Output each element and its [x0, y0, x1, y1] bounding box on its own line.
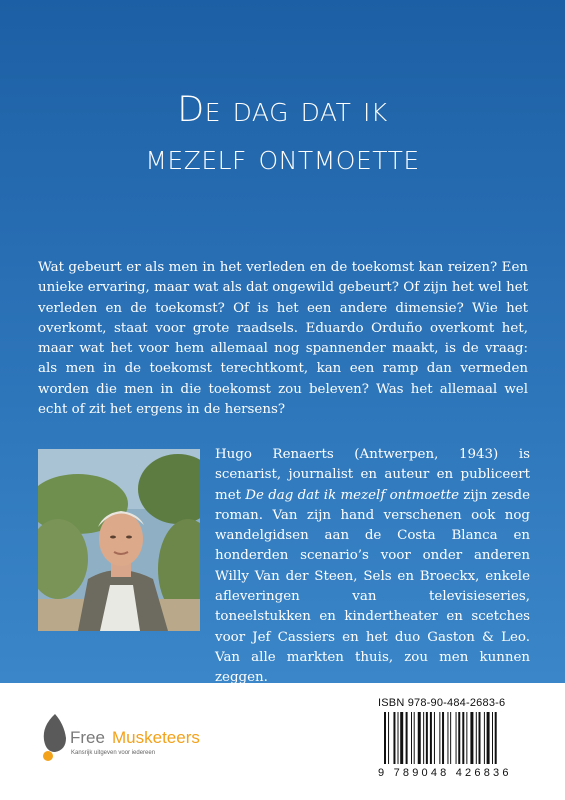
barcode-bar: [487, 712, 490, 764]
ean-digits: 9 789048 426836: [378, 767, 512, 779]
book-title: [0, 86, 565, 182]
barcode-bar: [466, 712, 467, 764]
barcode-bar: [495, 712, 497, 764]
publisher-name-musketeers: Musketeers: [112, 728, 200, 747]
feather-icon: [40, 712, 70, 764]
blurb-text: Wat gebeurt er als men in het verleden en de toekomst kan reizen? Een unieke ervaring, maar wat als dat ongewild gebeurt? Of zijn het wel het verleden en de toekomst? Of is het een andere dimensie? Wie het overkomt, staat voor grote raadsels. Eduardo Orduño overkomt het, maar wat het voor hem allemaal nog spannender maakt, is de vraag: als men in de toekomst terechtkomt, kan een ramp dan vermeden worden die men in die toekomst zou beleven? Was het allemaal wel echt of zit het ergens in de hersens?: [38, 260, 528, 418]
barcode-bar: [388, 712, 389, 764]
barcode-bar: [458, 712, 460, 764]
title-line-2: mezelf ontmoette: [145, 138, 420, 178]
bio-text-1: Hugo Renaerts (Antwerpen, 1943) is scenarist, journalist en auteur en publiceert met: [215, 447, 530, 503]
barcode-bar: [476, 712, 477, 764]
isbn-text: ISBN 978-90-484-2683-6: [378, 697, 506, 709]
title-line-1: De dag dat ik: [177, 90, 388, 130]
publisher-logo: [40, 712, 200, 774]
barcode-bar: [400, 712, 403, 764]
barcode-bar: [492, 712, 493, 764]
barcode-bar: [423, 712, 424, 764]
barcode-bar: [384, 712, 386, 764]
barcode-bar: [442, 712, 444, 764]
barcode-bars: [380, 712, 544, 766]
barcode-bar: [479, 712, 481, 764]
barcode-bar: [426, 712, 428, 764]
barcode-bar: [414, 712, 415, 764]
barcode-bar: [418, 712, 421, 764]
barcode-bar: [456, 712, 457, 764]
barcode-bar: [462, 712, 464, 764]
publisher-name-free: Free: [70, 728, 105, 747]
author-photo: [38, 449, 200, 631]
bio-text-2: zijn zesde roman. Van zijn hand verschenen ook nog wandelgidsen aan de Costa Blanca en honderden scenario’s voor onder anderen Willy Van der Steen, Sels en Broeckx, enkele afleveringen van televisieseries, toneelstukken en kindertheater en scetches voor Jef Cassiers en het duo Gaston & Leo. Van alle markten thuis, zou men kunnen zeggen.: [215, 487, 531, 686]
barcode-bar: [430, 712, 432, 764]
author-bio: [215, 445, 530, 689]
barcode-bar: [393, 712, 395, 764]
barcode-bar: [484, 712, 485, 764]
barcode-bar: [450, 712, 451, 764]
barcode-bar: [470, 712, 473, 764]
barcode-bar: [434, 712, 435, 764]
barcode-bar: [447, 712, 448, 764]
barcode-bar: [406, 712, 408, 764]
bio-book-title: De dag dat ik mezelf ontmoette: [245, 487, 460, 503]
barcode-bar: [398, 712, 399, 764]
barcode-bar: [411, 712, 412, 764]
publisher-tagline: Kansrijk uitgeven voor iedereen: [71, 750, 156, 756]
barcode-bar: [439, 712, 440, 764]
